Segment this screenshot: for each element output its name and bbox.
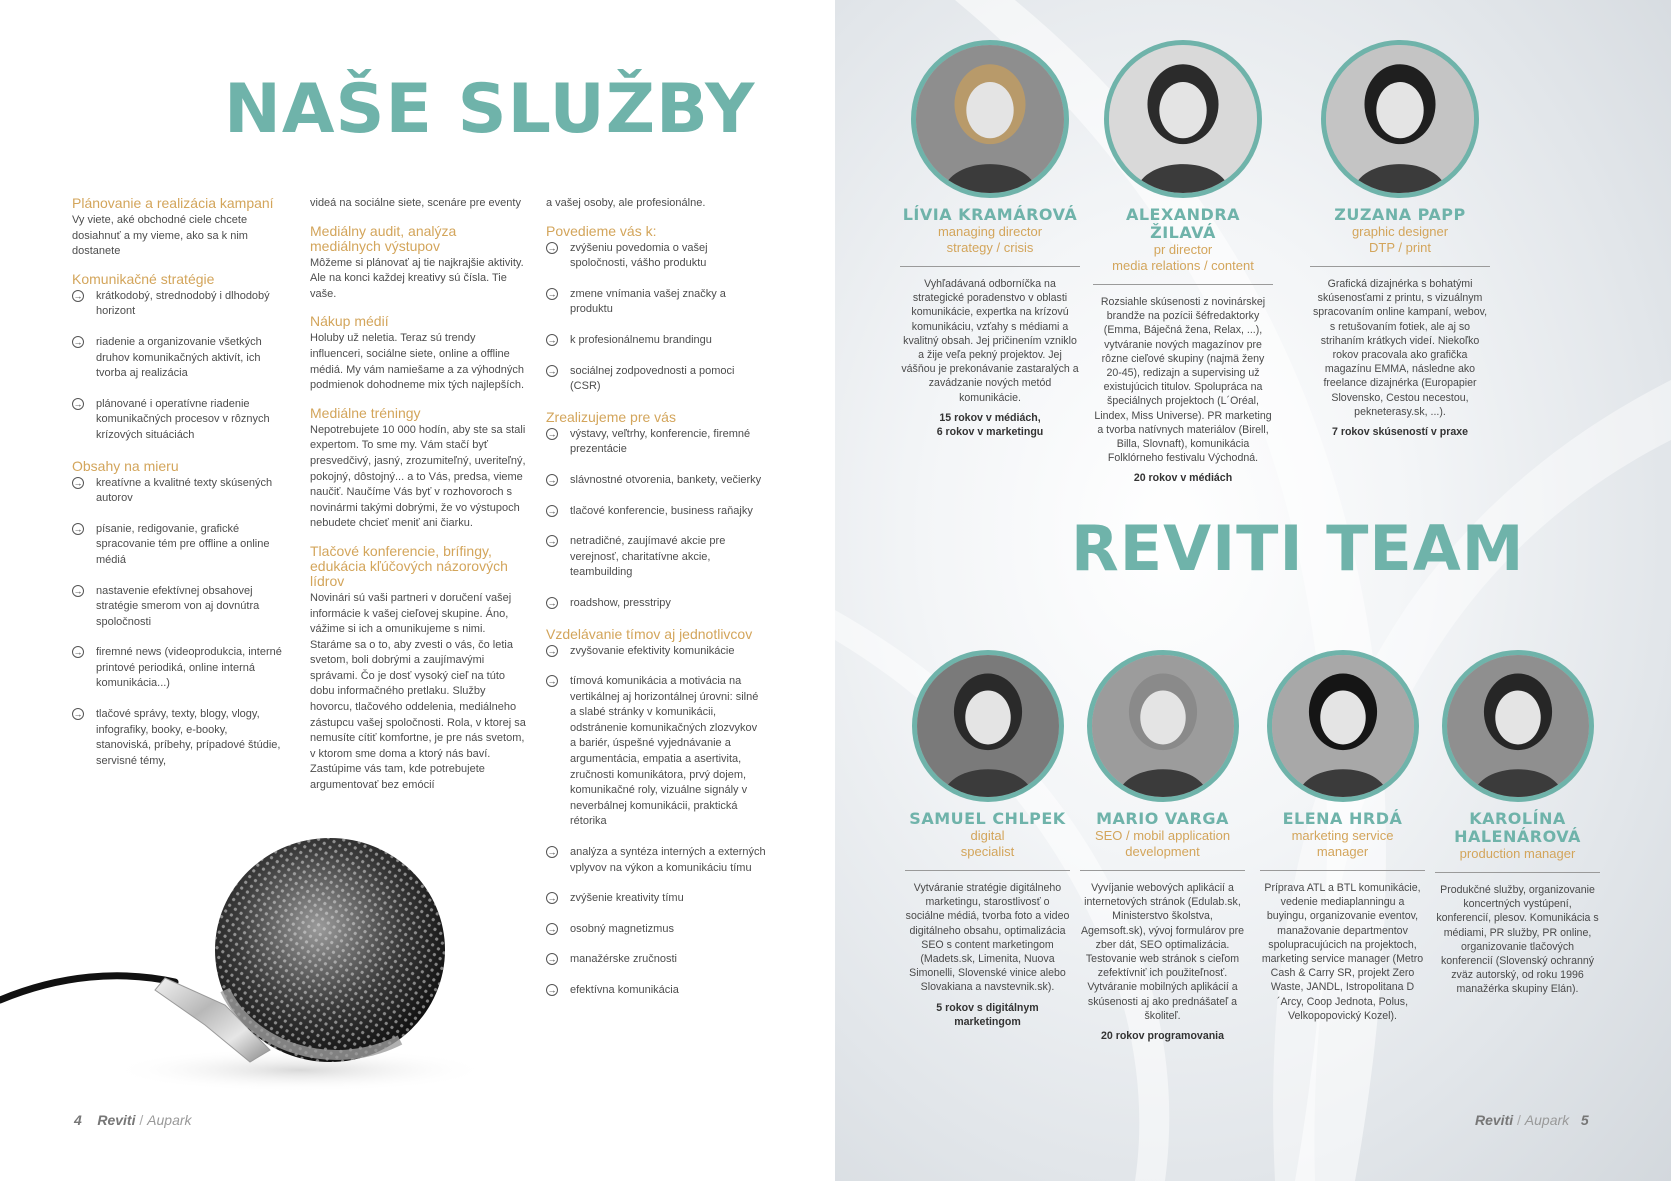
member-role: DTP / print [1369,240,1431,255]
arrow-circle-icon: → [547,242,557,253]
team-member [1310,40,1490,439]
footer-right [1475,1112,1589,1128]
left-page [0,0,835,1181]
bullet-item [546,952,766,968]
section-text: Holuby už neletia. Teraz sú trendy influenceri, sociálne siete, online a offline médiá. My vám namiešame a za výhodných podmienok dohodneme mix tých najlepších. [310,332,525,392]
bullet-text: zvyšovanie efektivity komunikácie [570,644,735,657]
bullet-text: výstavy, veľtrhy, konferencie, firemné prezentácie [570,427,751,456]
member-experience [900,411,1080,439]
experience-line: 20 rokov v médiách [1133,472,1233,485]
member-experience [1080,1029,1245,1043]
page-title: NAŠE SLUŽBY [224,70,756,149]
arrow-circle-icon: → [547,288,557,299]
bullet-text: k profesionálnemu brandingu [570,333,712,346]
divider [900,266,1080,267]
footer-place: Aupark [1524,1112,1570,1128]
experience-line: 15 rokov v médiách, [939,411,1041,424]
section-text: a vašej osoby, ale profesionálne. [546,197,706,209]
section-heading: Vzdelávanie tímov aj jednotlivcov [546,625,753,642]
team-member [905,650,1070,1029]
bullet-item [72,707,282,769]
arrow-circle-icon: → [547,505,557,516]
bullet-item [546,333,766,349]
bullet-text: tlačové správy, texty, blogy, vlogy, infografiky, booky, e-booky, stanoviská, príbehy, prípadové štúdie, servisné témy, [96,708,281,767]
arrow-circle-icon: → [547,536,557,547]
bullet-item [72,289,282,320]
member-description: Vyhľadávaná odborníčka na strategické poradenstvo v oblasti komunikácie, expertka na krízovú komunikáciu, vzťahy s médiami a kvalitný obsah. Jej pričinením vzniklo a žije veľa pekný projektov. Jej vášňou je prekonávanie zastaralých a zavádzanie nových metód komunikácie. [901,278,1079,404]
arrow-circle-icon: → [73,709,83,720]
arrow-circle-icon: → [547,428,557,439]
team-member [1093,40,1273,486]
bullet-item [72,584,282,631]
member-name: LÍVIA KRAMÁROVÁ [902,205,1078,224]
arrow-circle-icon: → [73,585,83,596]
section-heading: Komunikačné stratégie [72,270,215,287]
footer-left [74,1112,192,1128]
arrow-circle-icon: → [547,893,557,904]
microphone-image [0,800,560,1100]
right-page [835,0,1671,1181]
member-role: strategy / crisis [946,240,1034,255]
experience-line: 6 rokov v marketingu [936,426,1044,439]
member-description: Príprava ATL a BTL komunikácie, vedenie mediaplanningu a buyingu, organizovanie eventov, manažovanie departmentov spolupracujúcich na projektoch, marketing service manager (Metro Cash & Carry SR, projekt Zero Waste, JANDL, Istropolitana D´Arcy, Coop Jednota, Polus, Velkopopovický Kozel). [1261,882,1424,1022]
bullet-item [546,596,766,612]
arrow-circle-icon: → [547,597,557,608]
arrow-circle-icon: → [547,954,557,965]
member-name: ZUZANA PAPP [1334,205,1466,224]
experience-line: 7 rokov skúseností v praxe [1331,426,1469,439]
team-title: REVITI TEAM [1071,512,1525,585]
services-column-2 [310,196,530,796]
footer-brand: Reviti [97,1112,136,1128]
member-description: Vytváranie stratégie digitálneho marketingu, starostlivosť o sociálne médiá, tvorba foto a video digitálneho obsahu, optimalizácia SEO s content marketingom (Madets.sk, Limenita, Nuova Simonelli, Slovenské vinice alebo Slovakiana a navstevnik.sk). [905,882,1070,994]
arrow-circle-icon: → [73,647,83,658]
section-text: Vy viete, aké obchodné ciele chcete dosiahnuť a my vieme, ako sa k nim dostanete [72,214,248,258]
arrow-circle-icon: → [547,923,557,934]
footer-separator: / [139,1112,144,1128]
section-heading: Mediálne tréningy [310,404,421,421]
experience-line: 5 rokov s digitálnym [936,1001,1039,1014]
member-name: ALEXANDRA ŽILAVÁ [1125,205,1241,242]
bullet-text: kreatívne a kvalitné texty skúsených autorov [96,476,273,505]
bullet-text: roadshow, presstripy [570,596,671,609]
arrow-circle-icon: → [547,985,557,995]
member-role: pr director [1153,242,1213,257]
member-role: SEO / mobil application [1094,828,1231,843]
services-column-3 [546,196,766,1014]
bullet-item [72,476,282,507]
bullet-text: efektívna komunikácia [570,984,679,996]
bullet-item [546,241,766,272]
bullet-item [546,922,766,938]
bullet-text: zvýšenie kreativity tímu [570,892,684,905]
member-description: Grafická dizajnérka s bohatými skúsenosťami z printu, s vizuálnym spracovaním online kampaní, webov, s retušovaním fotiek, ale aj so strihaním krátkych videí. Niekoľko rokov pracovala ako grafička magazínu EMMA, následne ako freelance dizajnérka (Europapier Slovensko, Cestou necestou, pekneterasy.sk, ...). [1312,278,1488,418]
footer-brand: Reviti [1475,1112,1514,1128]
page-number: 4 [74,1112,82,1128]
bullet-text: firemné news (videoprodukcia, interné printové periodiká, online interná komunikácia...) [96,646,282,690]
arrow-circle-icon: → [73,336,83,347]
section-text: Môžeme si plánovať aj tie najkrajšie aktivity. Ale na konci každej kreativy sú čísla. Tie vaše. [310,256,524,300]
bullet-item [546,473,766,489]
arrow-circle-icon: → [547,847,557,858]
arrow-circle-icon: → [73,477,83,488]
arrow-circle-icon: → [547,676,557,687]
member-name: SAMUEL CHLPEK [909,809,1066,828]
section-heading: Plánovanie a realizácia kampaní [72,195,274,211]
member-name: KAROLÍNA HALENÁROVÁ [1454,809,1581,846]
experience-line: 20 rokov programovania [1100,1030,1225,1043]
section-text: Nepotrebujete 10 000 hodín, aby ste sa stali expertom. To sme my. Vám stačí byť presvedčivý, jasný, zrozumiteľný, uveriteľný, pokojný, dôstojný... a to Vás, predsa, vieme naučiť. Naučíme Vás byť v rozhovoroch s novinármi takými dobrými, že vo výstupoch nebudete chcieť meniť ani čiarku. [310,423,526,530]
bullet-text: sociálnej zodpovednosti a pomoci (CSR) [570,364,735,393]
bullet-text: tlačové konferencie, business raňajky [570,504,753,517]
bullet-text: nastavenie efektívnej obsahovej stratégie smerom von aj dovnútra spoločnosti [96,584,260,628]
bullet-item [546,427,766,458]
bullet-item [546,674,766,830]
bullet-item [72,522,282,569]
bullet-item [72,645,282,692]
divider [905,870,1070,871]
arrow-circle-icon: → [73,523,83,534]
divider [1260,870,1425,871]
member-role: managing director [937,224,1043,239]
arrow-circle-icon: → [547,334,557,345]
bullet-item [546,891,766,907]
team-member [1260,650,1425,1023]
avatar [1087,650,1239,802]
bullet-text: plánované i operatívne riadenie komunikačných procesov v rôznych krízových situáciách [96,397,270,441]
bullet-item [546,287,766,318]
member-description: Rozsiahle skúsenosti z novinárskej brandže na pozícii šéfredaktorky (Emma, Báječná žena, Relax, ...), vytváranie nových magazínov pre rôzne cieľové skupiny (najmä ženy 20-45), redizajn a supervising už existujúcich titulov. Spolupráca na špeciálnych projektoch (L´Oréal, Lindex, Miss Universe). PR marketing a tvorba natívnych materiálov (Birell, Billa, Slovnaft), komunikácia Folklórneho festivalu Východná. [1094,296,1272,465]
arrow-circle-icon: → [547,645,557,656]
avatar [1104,40,1262,198]
bullet-text: zvýšeniu povedomia o vašej spoločnosti, vášho produktu [570,241,708,270]
bullet-text: riadenie a organizovanie všetkých druhov komunikačných aktivít, ich tvorba aj realizácia [96,335,262,380]
avatar [911,40,1069,198]
member-description: Produkčné služby, organizovanie koncertných vystúpení, konferencií, plesov. Komunikácia s médiami, PR služby, PR online, organizovanie tlačových konferencií (Slovenský ochranný zväz autorský, od roku 1996 manažérka skupiny Elán). [1436,884,1599,996]
avatar [912,650,1064,802]
bullet-item [72,335,282,382]
divider [1080,870,1245,871]
section-heading: Tlačové konferencie, brífingy, edukácia kľúčových názorových lídrov [310,542,508,589]
member-role: specialist [960,844,1015,859]
team-member [1080,650,1245,1043]
bullet-item [546,364,766,395]
avatar [1321,40,1479,198]
member-description: Vyvíjanie webových aplikácií a internetových stránok (Edulab.sk, Ministerstvo školstva, Agemsoft.sk), vývoj formulárov pre zber dát, SEO optimalizácia. Testovanie web stránok s cieľom zefektívniť ich použiteľnosť. Vytváranie mobilných aplikácií a skúsenosti aj ako prednášateľ a školiteľ. [1080,882,1245,1022]
team-member [1435,650,1600,997]
divider [1310,266,1490,267]
bullet-text: netradičné, zaujímavé akcie pre verejnosť, charitatívne akcie, teambuilding [570,535,726,579]
avatar [1442,650,1594,802]
bullet-text: manažérske zručnosti [570,953,677,966]
section-heading: Mediálny audit, analýza mediálnych výstupov [310,222,457,254]
member-experience [1093,471,1273,485]
section-heading: Povedieme vás k: [546,222,657,239]
services-column-1 [72,196,282,784]
page-number: 5 [1580,1112,1589,1128]
bullet-text: krátkodobý, strednodobý i dlhodobý horizont [96,289,270,318]
section-heading: Obsahy na mieru [72,457,179,474]
bullet-item [546,504,766,520]
team-member [900,40,1080,439]
bullet-text: osobný magnetizmus [570,922,674,935]
divider [1435,872,1600,873]
arrow-circle-icon: → [73,290,83,301]
bullet-text: analýza a syntéza interných a externých vplyvov na výkon a komunikáciu tímu [570,846,766,874]
member-name: ELENA HRDÁ [1282,809,1403,828]
experience-line: marketingom [954,1015,1021,1028]
bullet-text: písanie, redigovanie, grafické spracovanie tém pre offline a online médiá [96,522,270,566]
section-text: videá na sociálne siete, scenáre pre eventy [310,197,521,209]
footer-place: Aupark [147,1112,192,1128]
member-role: digital [970,828,1005,843]
member-role: production manager [1459,846,1576,861]
member-role: graphic designer [1351,224,1449,239]
member-experience [1310,425,1490,439]
bullet-item [546,644,766,660]
divider [1093,284,1273,285]
member-role: manager [1316,844,1369,859]
bullet-text: tímová komunikácia a motivácia na vertikálnej aj horizontálnej úrovni: silné a slabé stránky v komunikácii, odstránenie komunikačných zlozvykov a bariér, úspešné vyjednávanie a argumentácia, empatia a asertivita, zručnosti komunikátora, prvý dojem, komunikačné roly, vizuálne signály v neverbálnej komunikácii, praktická rétorika [570,675,759,828]
footer-separator: / [1517,1112,1521,1128]
bullet-item [546,845,766,876]
arrow-circle-icon: → [73,398,83,409]
bullet-item [72,397,282,444]
section-heading: Nákup médií [310,313,389,330]
bullet-text: zmene vnímania vašej značky a produktu [570,287,726,316]
member-role: development [1125,844,1200,859]
bullet-text: slávnostné otvorenia, bankety, večierky [570,473,762,486]
arrow-circle-icon: → [547,365,557,376]
arrow-circle-icon: → [547,474,557,485]
member-role: media relations / content [1112,258,1254,273]
section-heading: Zrealizujeme pre vás [546,408,676,425]
bullet-item [546,983,766,999]
bullet-item [546,534,766,581]
member-name: MARIO VARGA [1096,809,1229,828]
member-role: marketing service [1291,828,1394,843]
avatar [1267,650,1419,802]
member-experience [905,1001,1070,1029]
section-text: Novinári sú vaši partneri v doručení vašej informácie k vašej cieľovej skupine. Áno, vážime si ich a omunikujeme s nimi. Staráme sa o to, aby zvesti o vás, čo letia svetom, boli dobrými a zaujímavými správami. Čo je dosť vysoký cieľ na túto dobu informačného pretlaku. Služby hovorcu, tlačového oddelenia, mediálneho zástupcu vašej spoločnosti. Rola, v ktorej sa nemusíte cítiť komfortne, je pre nás svetom, v ktorom sme doma a ktorý nás baví. Zastúpime vás tam, kde potrebujete argumentovať bez emócií [310,591,526,792]
